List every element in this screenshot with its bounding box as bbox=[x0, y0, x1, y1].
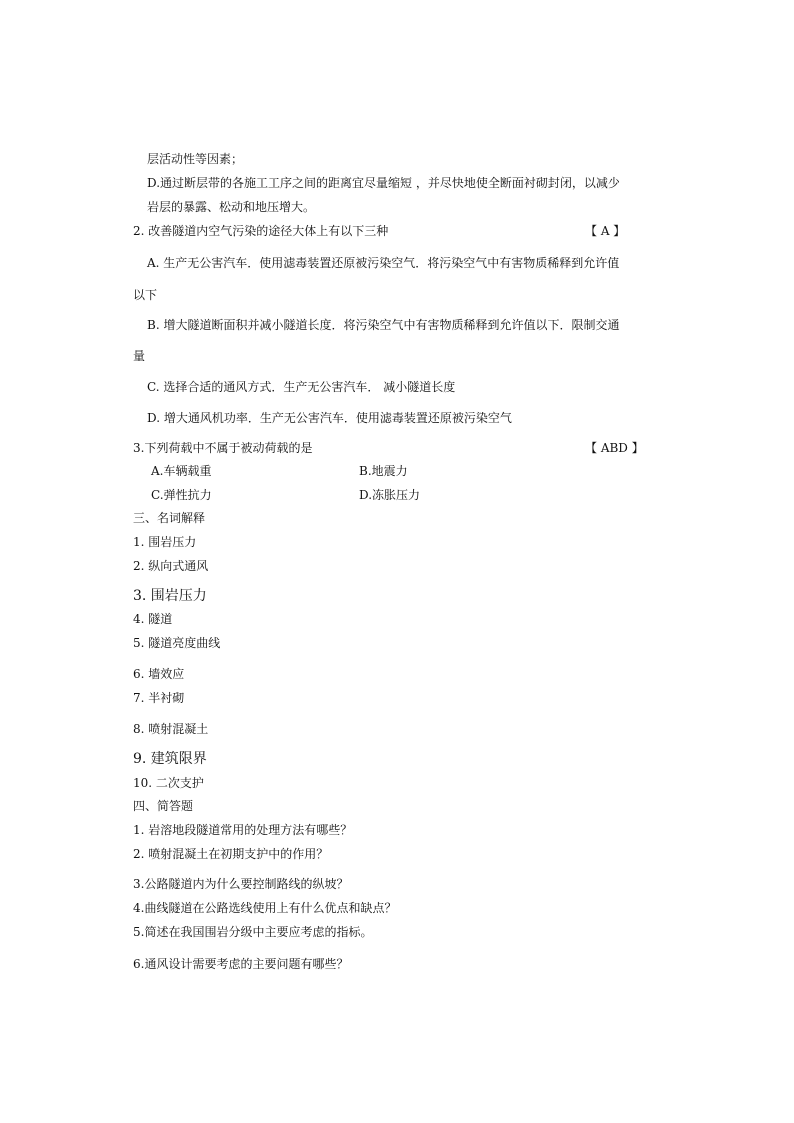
q2-option-c: C. 选择合适的通风方式．生产无公害汽车． 减小隧道长度 bbox=[147, 380, 456, 394]
q1-option-d-line-1: D.通过断层带的各施工工序之间的距离宜尽量缩短 ，并尽快地使全断面衬砌封闭，以减少 bbox=[147, 176, 620, 190]
term-item: 10. 二次支护 bbox=[133, 776, 204, 790]
short-answer-item: 1. 岩溶地段隧道常用的处理方法有哪些？ bbox=[133, 823, 353, 837]
term-item: 3. 围岩压力 bbox=[133, 588, 207, 604]
q2-answer: 【 A 】 bbox=[585, 224, 626, 238]
section-3-heading: 三、名词解释 bbox=[133, 511, 206, 525]
term-item: 2. 纵向式通风 bbox=[133, 559, 209, 573]
q2-option-a-line-1: A. 生产无公害汽车．使用滤毒装置还原被污染空气．将污染空气中有害物质稀释到允许值 bbox=[147, 256, 620, 270]
q2-option-b-line-2: 量 bbox=[133, 349, 146, 363]
q3-option-c: C.弹性抗力 bbox=[151, 488, 212, 502]
q1-continuation-line-1: 层活动性等因素； bbox=[147, 152, 244, 166]
short-answer-item: 4.曲线隧道在公路选线使用上有什么优点和缺点？ bbox=[133, 901, 397, 915]
term-item: 6. 墙效应 bbox=[133, 667, 185, 681]
short-answer-item: 6.通风设计需要考虑的主要问题有哪些？ bbox=[133, 957, 349, 971]
term-item: 5. 隧道亮度曲线 bbox=[133, 636, 221, 650]
q2-stem: 2. 改善隧道内空气污染的途径大体上有以下三种 bbox=[133, 224, 389, 238]
q3-stem: 3.下列荷载中不属于被动荷载的是 bbox=[133, 441, 313, 455]
section-4-heading: 四、简答题 bbox=[133, 799, 194, 813]
q3-option-a: A.车辆载重 bbox=[151, 464, 212, 478]
term-item: 4. 隧道 bbox=[133, 612, 173, 626]
q2-option-b-line-1: B. 增大隧道断面积并减小隧道长度．将污染空气中有害物质稀释到允许值以下．限制交通 bbox=[147, 318, 620, 332]
short-answer-item: 3.公路隧道内为什么要控制路线的纵坡？ bbox=[133, 877, 349, 891]
term-item: 7. 半衬砌 bbox=[133, 691, 185, 705]
q2-option-a-line-2: 以下 bbox=[133, 288, 158, 302]
q1-option-d-line-2: 岩层的暴露、松动和地压增大。 bbox=[147, 200, 316, 214]
term-item: 1. 围岩压力 bbox=[133, 535, 197, 549]
q3-option-b: B.地震力 bbox=[359, 464, 408, 478]
short-answer-item: 2. 喷射混凝土在初期支护中的作用？ bbox=[133, 847, 329, 861]
q3-option-d: D.冻胀压力 bbox=[359, 488, 421, 502]
q3-answer: 【 ABD 】 bbox=[585, 441, 644, 455]
q2-option-d: D. 增大通风机功率．生产无公害汽车．使用滤毒装置还原被污染空气 bbox=[147, 411, 512, 425]
short-answer-item: 5.简述在我国围岩分级中主要应考虑的指标。 bbox=[133, 925, 373, 939]
term-item: 8. 喷射混凝土 bbox=[133, 722, 209, 736]
term-item: 9. 建筑限界 bbox=[133, 751, 207, 767]
